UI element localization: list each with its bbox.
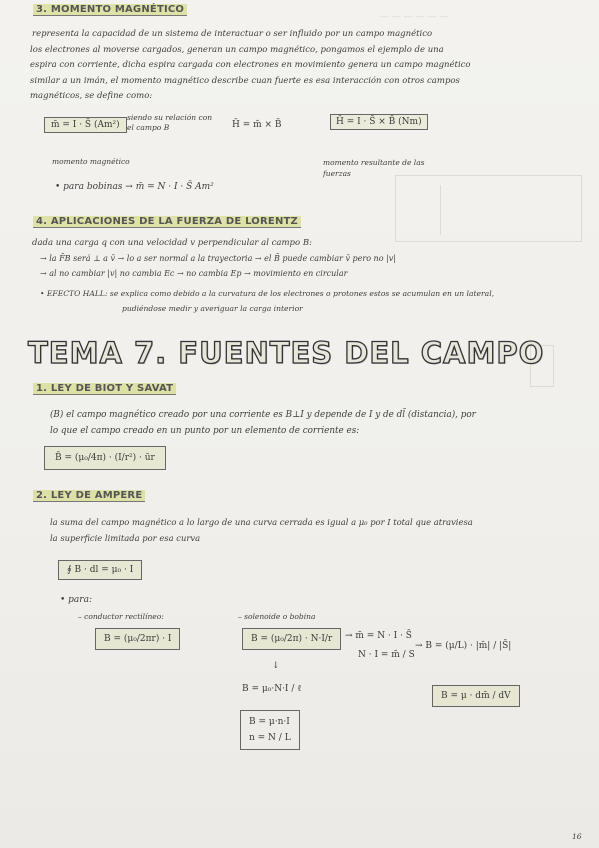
section-4-heading: 4. APLICACIONES DE LA FUERZA DE LORENTZ xyxy=(33,216,301,227)
para-label: • para: xyxy=(60,595,92,605)
paragraph-line: similar a un imán, el momento magnético describe cuan fuerte es esa interacción con otros campos xyxy=(30,75,460,86)
paragraph-line: magnéticos, se define como: xyxy=(30,91,153,101)
section-4-paragraph xyxy=(32,236,592,316)
torque-equation: H̄ = m̄ × B̄ xyxy=(232,120,282,130)
magnetic-moment-label: momento magnético xyxy=(52,157,130,166)
biot-savart-heading: 1. LEY DE BIOT Y SAVAT xyxy=(33,383,176,394)
ampere-law-formula: ∮ B · dl = μ₀ · I xyxy=(58,560,142,580)
torque-formula: H̄ = I · S̄ × B̄ (Nm) xyxy=(330,114,428,130)
paragraph-line: pudiéndose medir y averiguar la carga interior xyxy=(122,304,303,313)
bleed-through-diagram xyxy=(395,175,582,242)
relation-note: siendo su relación con el campo B xyxy=(127,113,213,132)
page-number: 16 xyxy=(572,832,582,841)
conductor-label: – conductor rectilíneo: xyxy=(78,612,164,621)
n-relation: B = μ·n·I xyxy=(249,717,290,727)
paragraph-line: lo que el campo creado en un punto por un elemento de corriente es: xyxy=(50,426,360,436)
solenoid-density-box xyxy=(240,710,300,750)
conductor-formula: B = (μ₀/2πr) · I xyxy=(95,628,180,650)
paragraph-line: → al no cambiar |v| no cambia Ec → no cambia Ep → movimiento en circular xyxy=(40,269,348,278)
chapter-title: TEMA 7. FUENTES DEL CAMPO xyxy=(28,336,545,370)
paragraph-line: representa la capacidad de un sistema de interactuar o ser influido por un campo magnético xyxy=(32,29,433,39)
solenoid-formula: B = (μ₀/2π) · N·I/r xyxy=(242,628,341,650)
paragraph-line: dada una carga q con una velocidad v perpendicular al campo B: xyxy=(32,238,312,248)
bleed-through-line xyxy=(440,185,441,235)
coil-moment-line: • para bobinas → m̄ = N · I · S̄ Am² xyxy=(55,182,214,192)
magnetic-moment-formula: m̄ = I · S̄ (Am²) xyxy=(44,117,127,133)
moment-relation-b: N · I = m̄ / S xyxy=(358,650,415,660)
paragraph-line: la superficie limitada por esa curva xyxy=(50,533,201,543)
resultant-moment-label: momento resultante de las fuerzas xyxy=(323,158,425,178)
paragraph-line: • EFECTO HALL: se explica como debido a la curvatura de los electrones o protones estos se acumulan en un lateral, xyxy=(40,289,495,298)
n-definition: n = N / L xyxy=(249,733,291,743)
biot-savart-paragraph xyxy=(50,407,585,439)
paragraph-line: → la F̄B será ⊥ a v̄ → lo a ser normal a la trayectoria → el B̄ puede cambiar v̄ pero no |v| xyxy=(40,254,396,263)
solenoid-label: – solenoide o bobina xyxy=(238,612,316,621)
down-arrow: ↓ xyxy=(272,661,280,671)
moment-relation-c: → B = (μ/L) · |m̄| / |S̄| xyxy=(415,641,512,651)
biot-savart-formula: B̄ = (μ₀/4π) · (I/r²) · ūr xyxy=(44,446,166,470)
paragraph-line: los electrones al moverse cargados, generan un campo magnético, pongamos el ejemplo de una xyxy=(30,44,444,55)
paragraph-line: la suma del campo magnético a lo largo de una curva cerrada es igual a μ₀ por I total que atraviesa xyxy=(50,517,473,527)
bleed-through-text: — — — — — — xyxy=(380,12,449,22)
ampere-paragraph xyxy=(50,514,590,546)
paragraph-line: espira con corriente, dicha espira cargada con electrones en movimiento genera un campo magnético xyxy=(30,60,471,70)
moment-relation-a: → m̄ = N · I · S̄ xyxy=(345,631,412,641)
section-3-paragraph xyxy=(30,27,585,105)
final-formula: B = μ · dm̄ / dV xyxy=(432,685,520,707)
section-3-heading: 3. MOMENTO MAGNÉTICO xyxy=(33,4,187,15)
paragraph-line: (B) el campo magnético creado por una corriente es B⊥I y depende de I y de dl̄ (distancia), por xyxy=(50,410,476,420)
ampere-heading: 2. LEY DE AMPERE xyxy=(33,490,145,501)
solenoid-long-formula: B = μ₀·N·I / ℓ xyxy=(242,684,302,694)
